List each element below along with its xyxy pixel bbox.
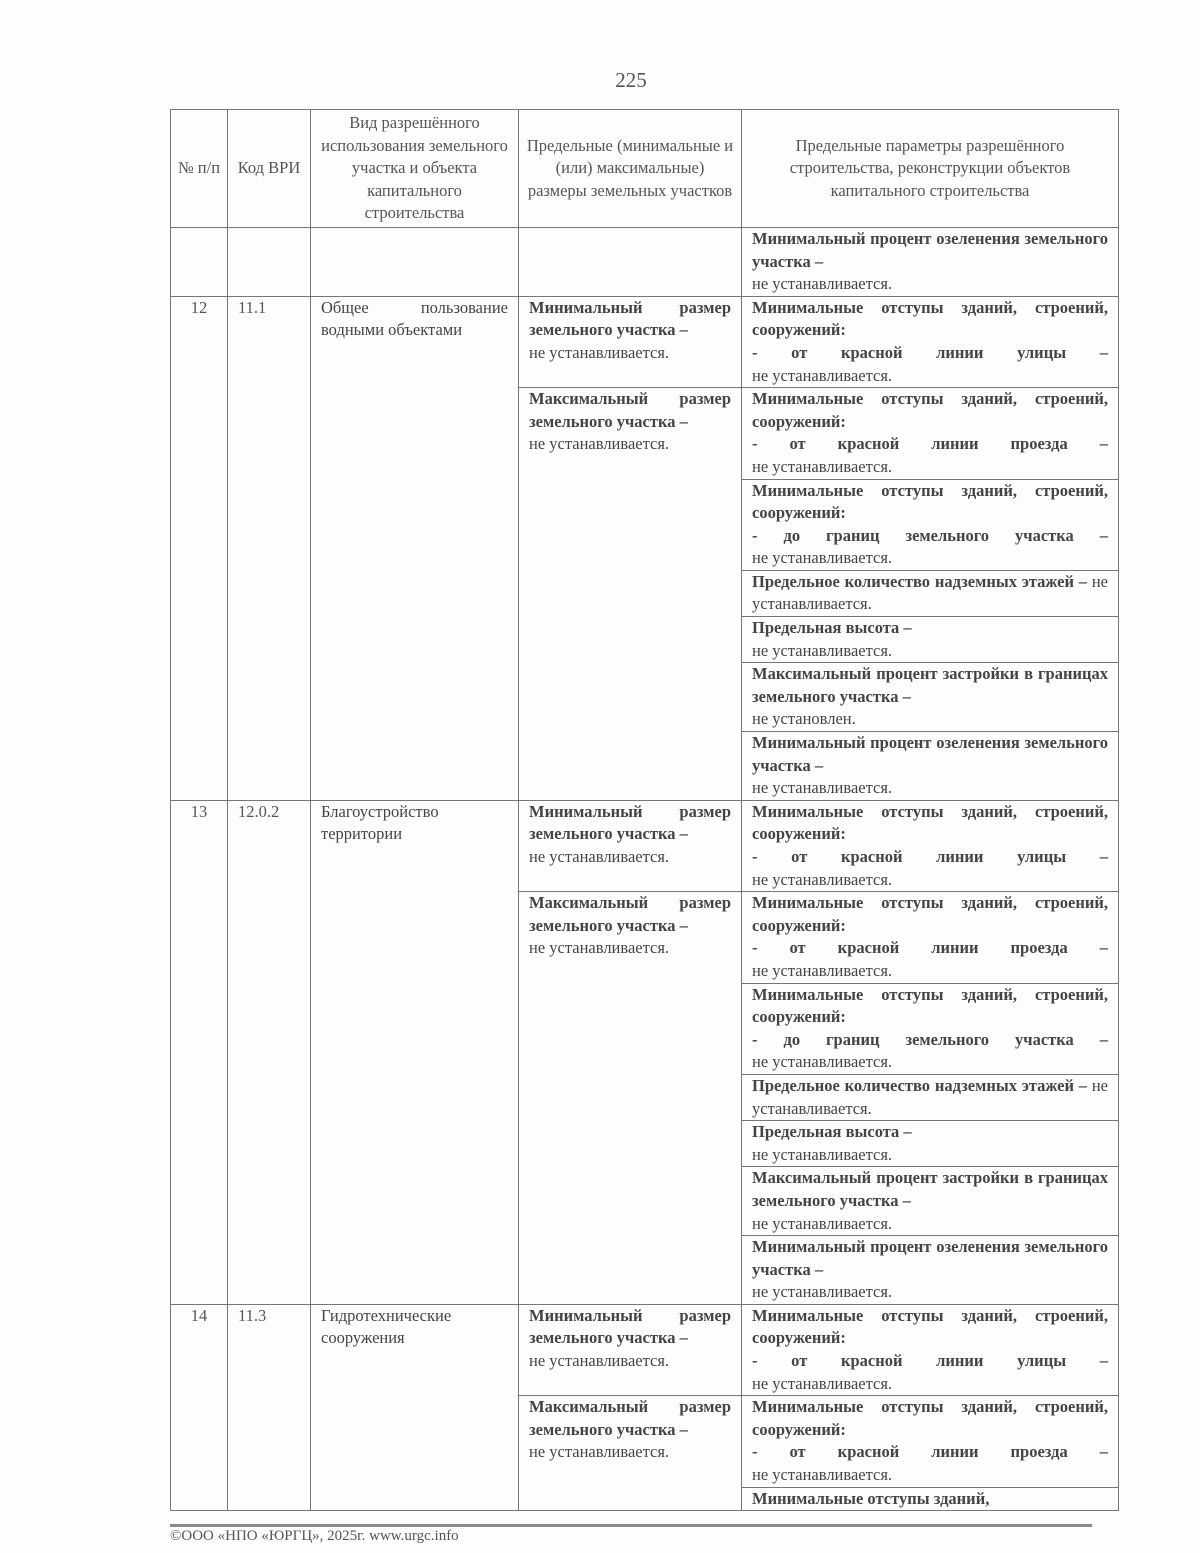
- param-value: не устанавливается.: [752, 365, 893, 385]
- carry-over-kind: [311, 227, 519, 296]
- row-kind: Благоустройство территории: [311, 800, 519, 1304]
- param-value: не устанавливается.: [752, 778, 893, 798]
- param-detail: - от красной линии улицы –: [752, 342, 1108, 362]
- max-size-cell: [519, 892, 742, 1305]
- header-code: Код ВРИ: [228, 110, 311, 228]
- min-size-cell: [519, 800, 742, 891]
- param-label: Максимальный процент застройки в границах земельного участка –: [752, 1168, 1108, 1210]
- param-cell: [742, 1396, 1119, 1487]
- size-block: [529, 801, 731, 869]
- param-value: не устанавливается.: [752, 1282, 893, 1302]
- param-block: [752, 297, 1108, 387]
- row-code: 11.3: [228, 1304, 311, 1510]
- param-value: не устанавливается.: [752, 1465, 893, 1485]
- size-value: не устанавливается.: [529, 1442, 670, 1462]
- param-block: [752, 732, 1108, 800]
- row-number: 14: [171, 1304, 228, 1510]
- max-size-cell: [519, 1396, 742, 1511]
- size-label: Максимальный размер земельного участка –: [529, 389, 731, 431]
- param-block: [752, 1121, 1108, 1166]
- param-block: [752, 480, 1108, 570]
- size-label: Минимальный размер земельного участка –: [529, 801, 731, 844]
- param-block: [752, 892, 1108, 982]
- row-kind: Гидротехнические сооружения: [311, 1304, 519, 1510]
- param-block: [752, 663, 1108, 731]
- param-block: [752, 801, 1108, 891]
- param-label: Минимальные отступы зданий, строений, сооружений:: [752, 297, 1108, 340]
- param-cell: [742, 1167, 1119, 1236]
- param-cell: [742, 617, 1119, 663]
- row-number: 12: [171, 296, 228, 800]
- param-label: Минимальный процент озеленения земельного участка –: [752, 1237, 1108, 1279]
- size-value: не устанавливается.: [529, 1351, 670, 1371]
- row-number: 13: [171, 800, 228, 1304]
- param-value: не установлен.: [752, 709, 856, 729]
- header-num: № п/п: [171, 110, 228, 228]
- param-block: [752, 571, 1108, 616]
- size-value: не устанавливается.: [529, 434, 670, 454]
- footer-copyright: ©ООО «НПО «ЮРГЦ», 2025г. www.urgc.info: [170, 1528, 459, 1544]
- header-params: Предельные параметры разрешённого строительства, реконструкции объектов капитального строительства: [742, 110, 1119, 228]
- param-label: Минимальные отступы зданий, строений, сооружений:: [752, 801, 1108, 844]
- size-label: Максимальный размер земельного участка –: [529, 1397, 731, 1439]
- carry-over-num: [171, 227, 228, 296]
- param-detail: - до границ земельного участка –: [752, 525, 1108, 545]
- param-label: Минимальные отступы зданий, строений, сооружений:: [752, 893, 1108, 935]
- carry-over-param: [742, 227, 1119, 296]
- param-label: Предельная высота –: [752, 618, 912, 638]
- footer-divider: [170, 1524, 1092, 1527]
- param-cell: [742, 732, 1119, 801]
- min-size-cell: [519, 296, 742, 387]
- param-label: Минимальные отступы зданий, строений, сооружений:: [752, 480, 1108, 523]
- min-size-cell: [519, 1304, 742, 1395]
- param-cell: [742, 1121, 1119, 1167]
- param-cell: [742, 663, 1119, 732]
- row-code: 12.0.2: [228, 800, 311, 1304]
- param-value: не устанавливается.: [752, 1144, 893, 1164]
- param-detail: - от красной линии проезда –: [752, 1442, 1108, 1462]
- size-label: Максимальный размер земельного участка –: [529, 893, 731, 935]
- size-value: не устанавливается.: [529, 342, 670, 362]
- param-cell: [742, 1074, 1119, 1120]
- param-detail: - до границ земельного участка –: [752, 1029, 1108, 1049]
- table-row: [171, 800, 1119, 891]
- max-size-cell: [519, 388, 742, 801]
- param-value: не устанавливается.: [752, 571, 1108, 614]
- size-label: Минимальный размер земельного участка –: [529, 1305, 731, 1348]
- param-cell: [742, 1487, 1119, 1511]
- size-block: [529, 1305, 731, 1373]
- size-value: не устанавливается.: [529, 847, 670, 866]
- page-number: 225: [615, 68, 647, 92]
- param-value: не устанавливается.: [752, 456, 893, 476]
- param-block: [752, 1305, 1108, 1395]
- param-block: [752, 228, 1108, 296]
- param-block: [752, 1167, 1108, 1235]
- param-value: не устанавливается.: [752, 960, 893, 980]
- table-row: [171, 296, 1119, 387]
- param-label: Минимальные отступы зданий, строений, сооружений:: [752, 984, 1108, 1027]
- param-value: не устанавливается.: [752, 1075, 1108, 1118]
- size-value: не устанавливается.: [529, 938, 670, 958]
- param-value: не устанавливается.: [752, 1213, 893, 1233]
- param-value: не устанавливается.: [752, 548, 893, 568]
- param-value: не устанавливается.: [752, 1052, 893, 1072]
- param-detail: - от красной линии улицы –: [752, 847, 1108, 866]
- param-label: Минимальные отступы зданий, строений, сооружений:: [752, 1305, 1108, 1348]
- param-block: [752, 1488, 1108, 1511]
- header-kind: Вид разрешённого использования земельного участка и объекта капитального строительства: [311, 110, 519, 228]
- row-kind: Общее пользование водными объектами: [311, 296, 519, 800]
- size-label: Минимальный размер земельного участка –: [529, 297, 731, 340]
- param-cell: [742, 388, 1119, 479]
- param-label: Минимальные отступы зданий,: [752, 1488, 990, 1508]
- param-value: не устанавливается.: [752, 640, 893, 660]
- param-value: не устанавливается.: [752, 1373, 893, 1393]
- param-label: Предельная высота –: [752, 1122, 912, 1142]
- row-code: 11.1: [228, 296, 311, 800]
- param-cell: [742, 296, 1119, 387]
- param-label: Минимальный процент озеленения земельного участка –: [752, 228, 1108, 271]
- param-detail: - от красной линии проезда –: [752, 434, 1108, 454]
- param-label: Минимальные отступы зданий, строений, сооружений:: [752, 389, 1108, 431]
- param-detail: - от красной линии улицы –: [752, 1351, 1108, 1371]
- param-label: Предельное количество надземных этажей –: [752, 571, 1088, 591]
- size-block: [529, 892, 731, 960]
- param-block: [752, 984, 1108, 1074]
- param-label: Максимальный процент застройки в границах земельного участка –: [752, 664, 1108, 706]
- param-value: не устанавливается.: [752, 274, 893, 294]
- table-body: [171, 227, 1119, 1510]
- size-block: [529, 297, 731, 365]
- param-block: [752, 1396, 1108, 1486]
- size-block: [529, 1396, 731, 1464]
- size-block: [529, 388, 731, 456]
- carry-over-code: [228, 227, 311, 296]
- table-row: [171, 1304, 1119, 1395]
- param-block: [752, 617, 1108, 662]
- param-value: не устанавливается.: [752, 869, 893, 889]
- param-cell: [742, 800, 1119, 891]
- carry-over-size: [519, 227, 742, 296]
- param-block: [752, 1236, 1108, 1304]
- param-label: Предельное количество надземных этажей –: [752, 1075, 1088, 1095]
- param-detail: - от красной линии проезда –: [752, 938, 1108, 958]
- table-header-row: [171, 110, 1119, 228]
- param-cell: [742, 479, 1119, 570]
- carry-over-row: [171, 227, 1119, 296]
- param-label: Минимальные отступы зданий, строений, сооружений:: [752, 1397, 1108, 1439]
- param-block: [752, 388, 1108, 478]
- regulations-table: [170, 109, 1119, 1511]
- param-cell: [742, 892, 1119, 983]
- param-cell: [742, 1236, 1119, 1305]
- param-label: Минимальный процент озеленения земельного участка –: [752, 733, 1108, 775]
- header-plot-size: Предельные (минимальные и (или) максимальные) размеры земельных участков: [519, 110, 742, 228]
- param-cell: [742, 570, 1119, 616]
- param-block: [752, 1075, 1108, 1120]
- param-cell: [742, 983, 1119, 1074]
- param-cell: [742, 1304, 1119, 1395]
